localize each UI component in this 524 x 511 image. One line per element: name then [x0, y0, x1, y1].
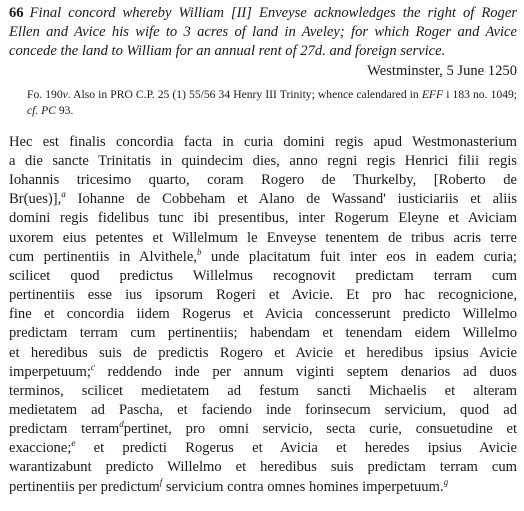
- text-line: fine et concordia iidem Rogerus et Avicia concesserunt predicto Willelmo: [9, 306, 517, 323]
- text-line: [9, 190, 517, 209]
- text-segment: Br(ues)],: [9, 191, 62, 208]
- text-segment: pertinet, pro omni servicio, secta curie, consuetudine et: [123, 421, 517, 438]
- source-text: Fo. 190: [27, 87, 63, 101]
- text-segment: et predicti Rogerus et Avicia et heredes ipsius Avicie: [75, 440, 517, 457]
- text-line: [9, 363, 517, 382]
- text-segment: reddendo inde per annum viginti septem denarios ad duos: [94, 363, 517, 380]
- charter-text: [9, 133, 517, 497]
- source-text-italic: cf. PC: [27, 103, 56, 117]
- source-text: 93.: [55, 103, 74, 117]
- source-text-italic: v: [62, 87, 68, 101]
- footnote-marker: e: [71, 438, 76, 449]
- text-line: a die sancte Trinitatis in quindecim dies, anno regni regis Henrici filii regis: [9, 152, 517, 169]
- source-note: [27, 87, 517, 119]
- text-line: [9, 248, 517, 267]
- text-line: [9, 478, 517, 497]
- source-text: . Also in PRO C.P. 25 (1) 55/56 34 Henry III Trinity; whence calendared in: [67, 87, 422, 101]
- text-segment: cum pertinentiis in Alvithele,: [9, 248, 197, 265]
- text-line: uxorem eius petentes et Willelmum le Enveyse tenentem de tribus acris terre: [9, 229, 517, 246]
- footnote-marker: f: [159, 476, 163, 487]
- text-line: warantizabunt predicto Willelmo et heredibus suis predictam terram cum: [9, 459, 517, 476]
- text-line: predictam terram cum pertinentiis; habendam et tenendam eidem Willelmo: [9, 325, 517, 342]
- text-line: scilicet quod predictus Willelmus recognovit predictam terram cum: [9, 267, 517, 284]
- footnote-marker: g: [443, 476, 449, 487]
- text-segment: Iohanne de Cobbeham et Alano de Wassand' iusticiariis et aliis: [65, 191, 517, 208]
- text-segment: unde placitatum fuit inter eos in eadem curia;: [201, 248, 517, 265]
- footnote-marker: c: [90, 361, 95, 372]
- text-line: [9, 420, 517, 439]
- text-segment: predictam terram: [9, 421, 120, 438]
- footnote-marker: d: [119, 419, 124, 430]
- entry-number: 66: [9, 5, 24, 21]
- text-segment: exaccione;: [9, 440, 72, 457]
- footnote-marker: a: [61, 189, 66, 200]
- text-line: et heredibus suis de predictis Rogero et Avicie et heredibus ipsius Avicie: [9, 344, 517, 361]
- text-line: domini regis fidelibus tunc ibi presentibus, inter Rogerum Eleyne et Aviciam: [9, 210, 517, 227]
- text-line: Iohannis tricesimo quarto, coram Rogero de Thurkelby, [Roberto de: [9, 172, 517, 189]
- text-line: pertinentiis esse ius ipsorum Rogeri et Avicie. Et pro hac recognicione,: [9, 287, 517, 304]
- text-segment: pertinentiis per predictum: [9, 478, 160, 495]
- text-line: [9, 439, 517, 458]
- text-line: Hec est finalis concordia facta in curia domini regis apud Westmonasterium: [9, 133, 517, 150]
- document-page: [9, 4, 517, 497]
- text-line: medietatem ad Pascha, et faciendo inde forinsecum servicium, quod ad: [9, 402, 517, 418]
- text-line: terminos, scilicet medietatem ad festum sancti Michaelis et alteram: [9, 382, 517, 399]
- footnote-marker: b: [196, 246, 202, 257]
- source-text: i 183 no. 1049;: [443, 87, 518, 101]
- entry-summary: Final concord whereby William [II] Enveyse acknowledges the right of Roger Ellen and Avice his wife to 3 acres of land in Aveley; for which Roger and Avice concede the land to William for an annual rent of 27d. and foreign service.: [9, 5, 517, 60]
- text-segment: servicium contra omnes homines imperpetuum.: [162, 478, 444, 495]
- source-text-italic: EFF: [421, 87, 444, 101]
- entry-place-date: Westminster, 5 June 1250: [367, 62, 517, 79]
- text-segment: imperpetuum;: [9, 363, 91, 380]
- entry-heading: [9, 4, 517, 81]
